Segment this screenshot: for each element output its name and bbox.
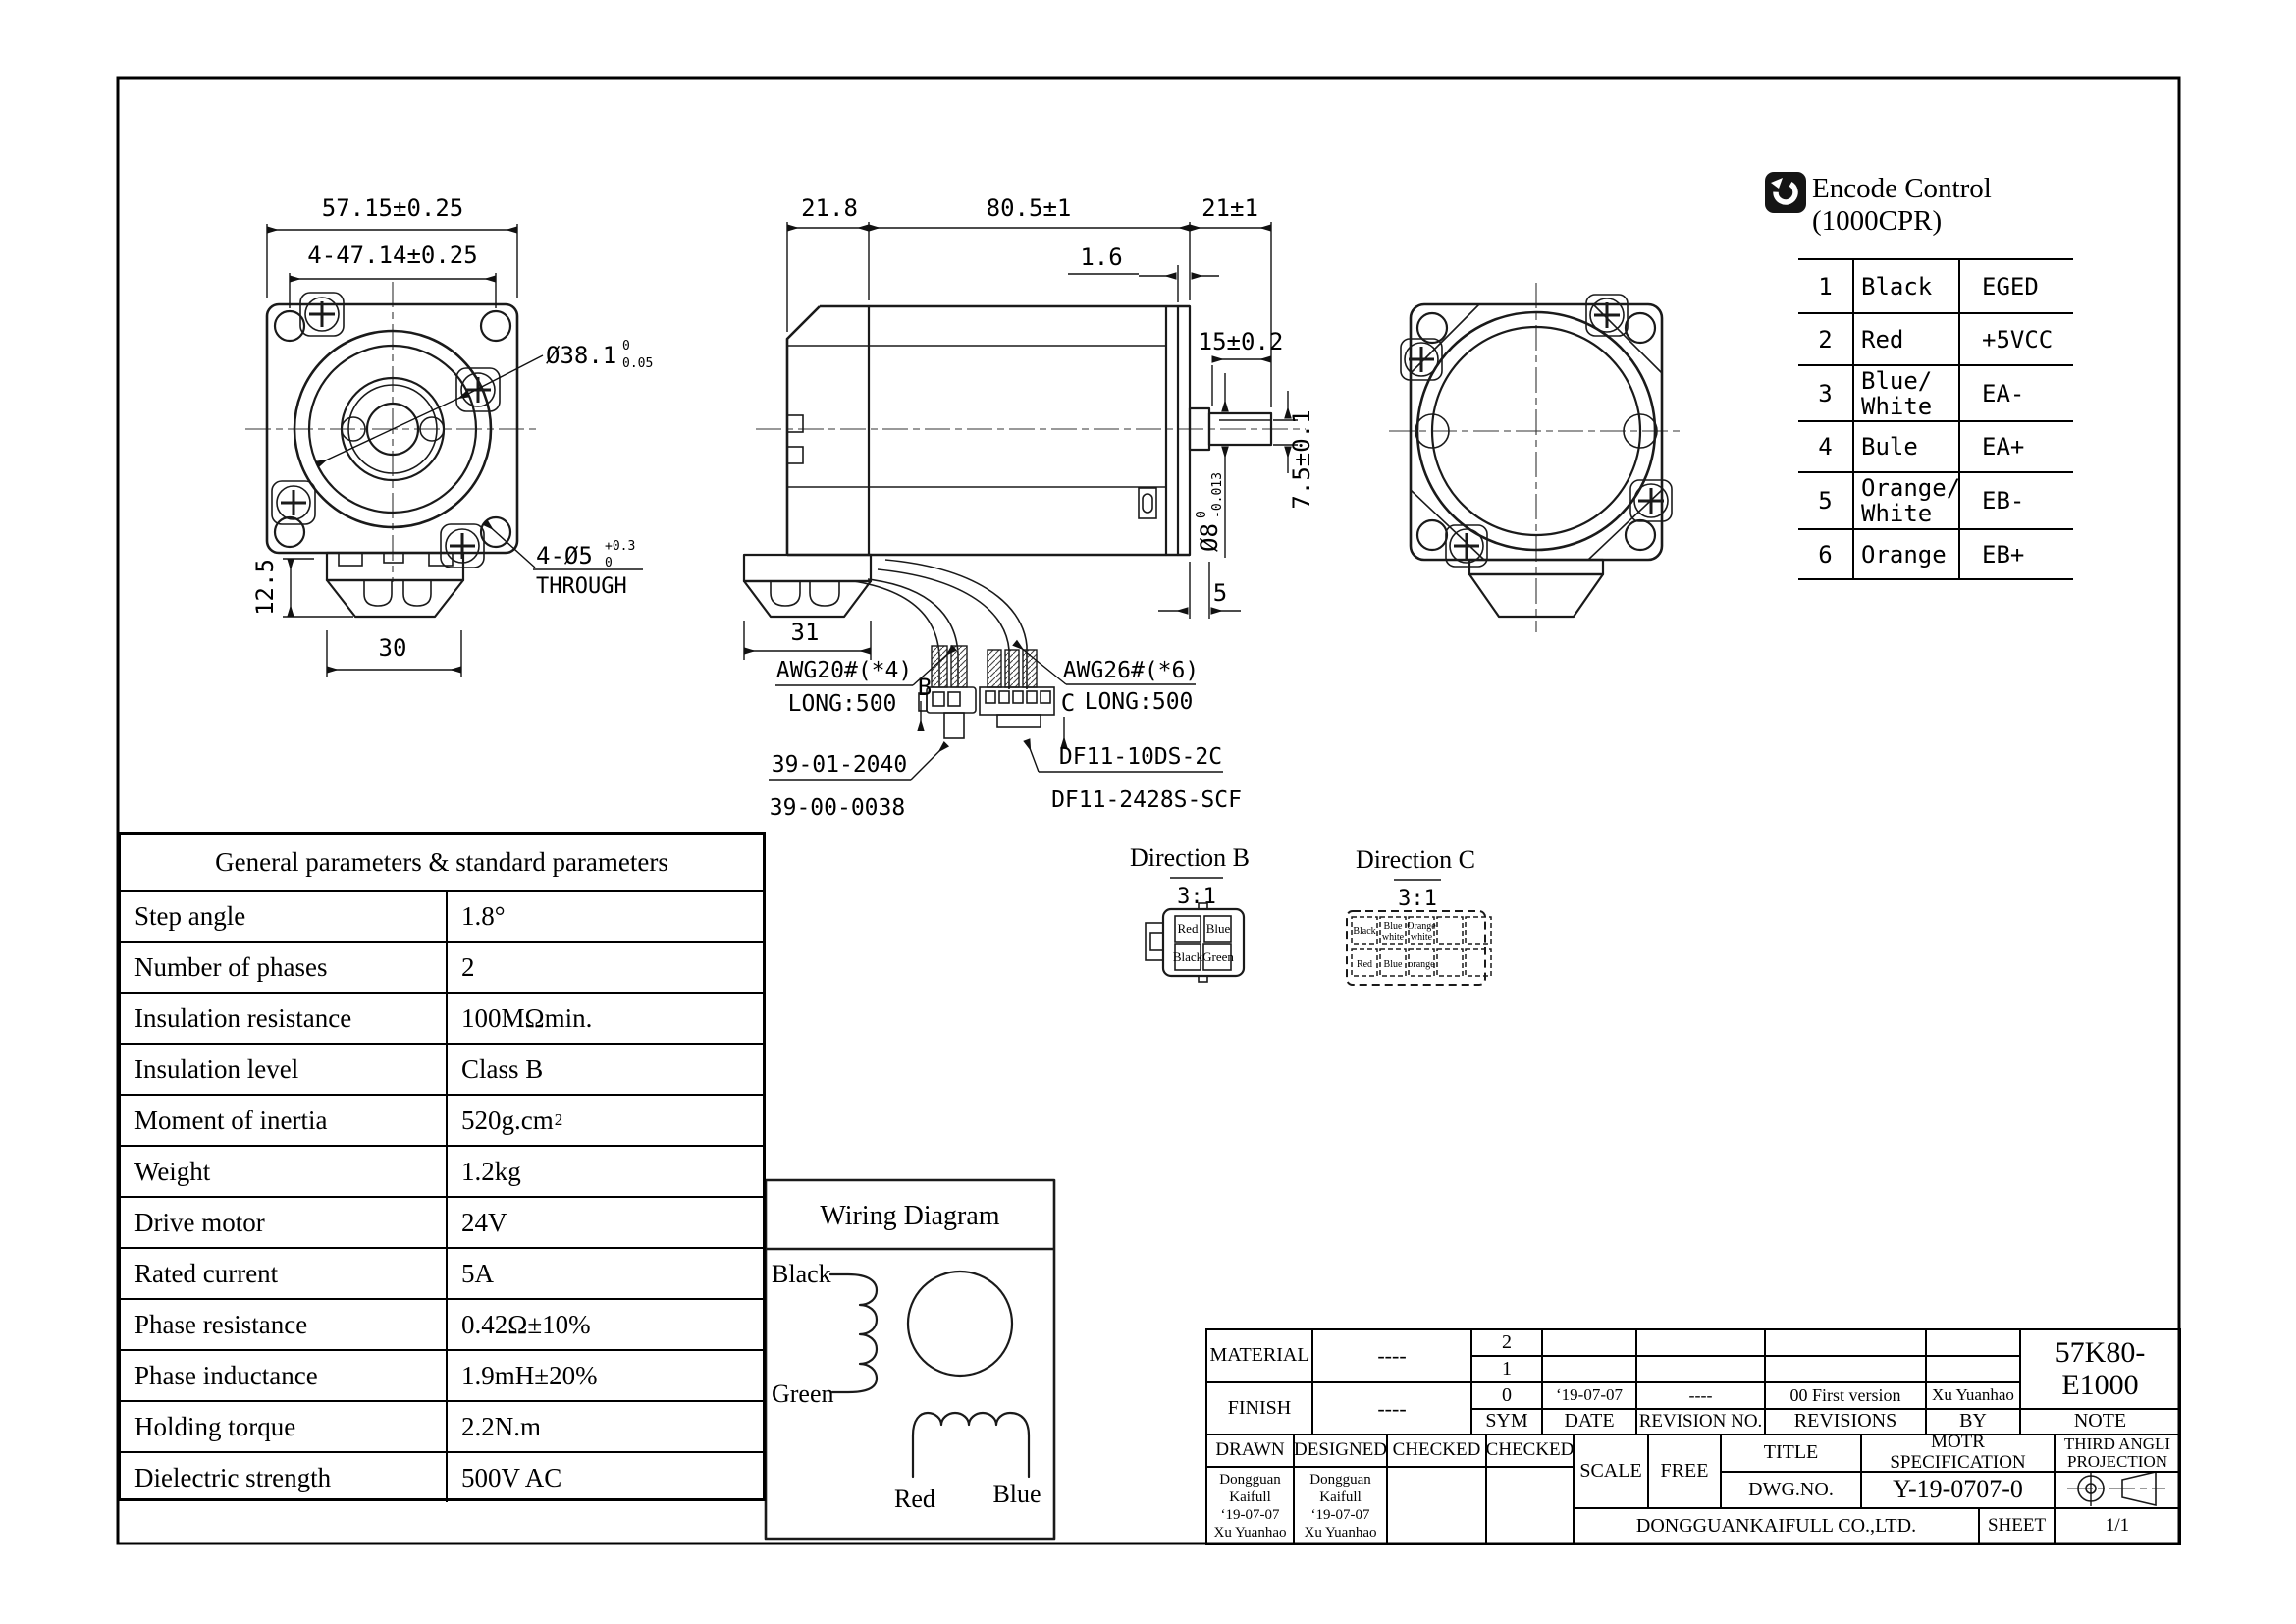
- direction-c-title: Direction C: [1355, 845, 1476, 874]
- param-label: Insulation level: [121, 1045, 448, 1094]
- dim-cap: 21.8: [801, 194, 858, 222]
- dim-front-holes: 4-47.14±0.25: [307, 242, 478, 269]
- revision-no-1: [1635, 1355, 1766, 1383]
- wiring-label-blue: Blue: [992, 1480, 1041, 1508]
- revision-date-1: [1541, 1355, 1637, 1383]
- wire-b-label: AWG20#(*4): [775, 658, 913, 683]
- signal-name: EA+: [1982, 433, 2025, 460]
- designed-info: [1293, 1466, 1388, 1545]
- direction-c-cell: Orange: [1407, 921, 1436, 932]
- revision-desc-0: 00 First version: [1764, 1381, 1927, 1410]
- param-label: Insulation resistance: [121, 994, 448, 1043]
- title-value: MOTR SPECIFICATION: [1860, 1434, 2056, 1473]
- revision-by-1: [1925, 1355, 2021, 1383]
- pin-number: 3: [1818, 379, 1833, 407]
- direction-b-scale: 3:1: [1177, 885, 1216, 909]
- param-value: 2.2N.m: [461, 1411, 541, 1441]
- param-label: Number of phases: [121, 943, 448, 992]
- param-label: Holding torque: [121, 1402, 448, 1451]
- dim-front-width: 57.15±0.25: [321, 194, 464, 222]
- scale-value: FREE: [1647, 1434, 1722, 1509]
- wiring-label-red: Red: [894, 1485, 935, 1513]
- wire-color: Orange/: [1861, 474, 1961, 502]
- screw-icon: [461, 373, 495, 406]
- param-label: Moment of inertia: [121, 1096, 448, 1145]
- table-row: [1798, 471, 2073, 528]
- dim-pilot-tol-top: 0: [622, 339, 630, 353]
- wire-b-length: LONG:500: [787, 691, 897, 717]
- drawn-label: DRAWN: [1205, 1434, 1295, 1468]
- rear-view-drawing: [1389, 283, 1683, 632]
- direction-b-title: Direction B: [1129, 843, 1251, 872]
- param-value: 520g.cm: [461, 1105, 554, 1135]
- revision-by-0: Xu Yuanhao: [1925, 1381, 2021, 1410]
- direction-c-diagram: [1347, 845, 1491, 985]
- drawn-info: [1205, 1466, 1295, 1545]
- param-value: 2: [461, 951, 475, 982]
- revision-desc-2: [1764, 1328, 1927, 1357]
- pin-number: 5: [1818, 487, 1833, 514]
- param-label: Dielectric strength: [121, 1453, 448, 1502]
- signal-name: EB+: [1982, 540, 2025, 568]
- dim-shaft-dia-tol-bottom: -0.013: [1210, 472, 1225, 518]
- dim-pilot-diameter: Ø38.1: [546, 342, 617, 369]
- material-value: ----: [1311, 1328, 1472, 1383]
- finish-value: ----: [1311, 1381, 1472, 1435]
- wire-color: Orange: [1861, 540, 1947, 568]
- direction-b-diagram: [1130, 843, 1250, 982]
- table-row: [1798, 528, 2073, 580]
- revision-sym-1: 1: [1470, 1355, 1543, 1383]
- param-value: 5A: [461, 1258, 494, 1288]
- table-row: [121, 1298, 763, 1349]
- param-value: Class B: [461, 1054, 544, 1084]
- pin-number: 1: [1818, 272, 1833, 300]
- param-label: Phase resistance: [121, 1300, 448, 1349]
- wire-b-direction-label: B: [917, 674, 933, 701]
- title-label: TITLE: [1720, 1434, 1862, 1473]
- table-row: [121, 1247, 763, 1298]
- checked2-info: [1485, 1466, 1575, 1545]
- encoder-title: Encode Control: [1812, 173, 1992, 204]
- table-row: [121, 941, 763, 992]
- dim-connector-height: 12.5: [251, 559, 279, 616]
- direction-b-cell: Blue: [1205, 921, 1231, 936]
- note-header: NOTE: [2019, 1408, 2181, 1435]
- dim-flange: 1.6: [1080, 244, 1123, 271]
- direction-c-scale: 3:1: [1398, 887, 1437, 911]
- wire-color: Bule: [1861, 433, 1918, 460]
- wiring-diagram: [766, 1180, 1054, 1539]
- dim-body: 80.5±1: [986, 194, 1072, 222]
- revision-sym-2: 2: [1470, 1328, 1543, 1357]
- table-row: [121, 1400, 763, 1451]
- dim-shaft-dia-tol-top: 0: [1195, 511, 1209, 518]
- dim-mount-tol-top: +0.3: [605, 539, 636, 554]
- connector-c-part2: DF11-2428S-SCF: [1051, 787, 1242, 813]
- revision-date-2: [1541, 1328, 1637, 1357]
- projection-label-line2: PROJECTION: [2066, 1452, 2167, 1471]
- direction-b-cell: Red: [1177, 921, 1199, 936]
- checked1-label: CHECKED: [1386, 1434, 1487, 1468]
- dwg-no-value: Y-19-0707-0: [1860, 1471, 2056, 1509]
- projection-label: [2054, 1434, 2181, 1473]
- dim-connector-width: 30: [378, 634, 407, 662]
- table-row: [121, 890, 763, 941]
- param-value: 500V AC: [461, 1462, 562, 1492]
- pin-number: 2: [1818, 325, 1833, 353]
- wire-color: Black: [1861, 272, 1933, 300]
- part-number: 57K80-E1000: [2019, 1328, 2181, 1410]
- param-label: Phase inductance: [121, 1351, 448, 1400]
- wiring-label-black: Black: [772, 1260, 831, 1288]
- encoder-subtitle: (1000CPR): [1812, 205, 1943, 237]
- param-value: 24V: [461, 1207, 507, 1237]
- direction-c-cell: Blue: [1383, 921, 1403, 932]
- drawn-info-line: Dongguan: [1219, 1471, 1281, 1488]
- pin-number: 6: [1818, 540, 1833, 568]
- connector-b-part1: 39-01-2040: [771, 752, 908, 778]
- wiring-label-green: Green: [772, 1380, 834, 1408]
- company-name: DONGGUANKAIFULL CO.,LTD.: [1573, 1507, 1980, 1545]
- dim-mount-holes: 4-Ø5: [536, 542, 593, 569]
- designed-info-line: ‘19-07-07: [1310, 1506, 1370, 1523]
- revision-desc-1: [1764, 1355, 1927, 1383]
- drawn-info-line: Kaifull: [1229, 1489, 1271, 1505]
- table-row: [121, 1196, 763, 1247]
- dwg-no-label: DWG.NO.: [1720, 1471, 1862, 1509]
- direction-b-cell: Black: [1172, 949, 1203, 964]
- material-label: MATERIAL: [1205, 1328, 1313, 1383]
- param-value: 0.42Ω±10%: [461, 1309, 591, 1339]
- designed-label: DESIGNED: [1293, 1434, 1388, 1468]
- dim-flat: 7.5±0.1: [1288, 409, 1315, 510]
- sym-header: SYM: [1470, 1408, 1543, 1435]
- param-value: 100MΩmin.: [461, 1002, 593, 1033]
- param-value-exponent: 2: [554, 1110, 563, 1129]
- by-header: BY: [1925, 1408, 2021, 1435]
- wire-color: Blue/: [1861, 366, 1933, 395]
- direction-c-cell: Blue: [1383, 959, 1403, 970]
- scale-label: SCALE: [1573, 1434, 1649, 1509]
- general-parameters-table: [118, 832, 766, 1501]
- sheet-value: 1/1: [2054, 1507, 2181, 1545]
- projection-symbol-cell: [2054, 1471, 2181, 1509]
- designed-info-line: Kaifull: [1319, 1489, 1362, 1505]
- screw-icon: [277, 486, 310, 519]
- signal-name: EA-: [1982, 379, 2025, 407]
- signal-name: EB-: [1982, 487, 2025, 514]
- sheet-label: SHEET: [1978, 1507, 2056, 1545]
- screw-icon: [1634, 484, 1668, 517]
- table-row: [1798, 364, 2073, 420]
- table-row: [121, 1451, 763, 1502]
- revision-sym-0: 0: [1470, 1381, 1543, 1410]
- direction-c-cell: Red: [1356, 959, 1373, 970]
- drawn-info-line: ‘19-07-07: [1220, 1506, 1280, 1523]
- wiring-diagram-title: Wiring Diagram: [820, 1201, 1000, 1231]
- designed-info-line: Dongguan: [1309, 1471, 1371, 1488]
- direction-c-cell: white: [1410, 932, 1433, 943]
- table-row: [121, 1094, 763, 1145]
- wire-c-length: LONG:500: [1084, 689, 1194, 715]
- dim-shaft-dia: Ø8: [1196, 523, 1223, 552]
- direction-c-cell: white: [1381, 932, 1405, 943]
- designed-info-line: Xu Yuanhao: [1304, 1524, 1377, 1541]
- screw-icon: [305, 298, 339, 331]
- checked2-label: CHECKED: [1485, 1434, 1575, 1468]
- param-value: 1.2kg: [461, 1156, 521, 1186]
- direction-b-cell: Green: [1202, 949, 1234, 964]
- encoder-rotation-icon: [1765, 172, 1806, 213]
- dim-pilot-tol-bottom: 0.05: [622, 356, 654, 371]
- param-label: Rated current: [121, 1249, 448, 1298]
- screw-icon: [1405, 343, 1438, 376]
- pin-number: 4: [1818, 433, 1833, 460]
- finish-label: FINISH: [1205, 1381, 1313, 1435]
- front-view-dimensions: [251, 194, 653, 677]
- drawn-info-line: Xu Yuanhao: [1213, 1524, 1287, 1541]
- param-label: Drive motor: [121, 1198, 448, 1247]
- parameters-table-title: General parameters & standard parameters: [215, 846, 668, 877]
- param-label: Step angle: [121, 892, 448, 941]
- wire-color-line2: White: [1861, 392, 1933, 420]
- revision-no-0: ----: [1635, 1381, 1766, 1410]
- dim-housing: 31: [790, 619, 820, 646]
- wire-color-line2: White: [1861, 500, 1933, 527]
- param-label: Weight: [121, 1147, 448, 1196]
- direction-c-cell: orange: [1408, 959, 1435, 970]
- revision-no-2: [1635, 1328, 1766, 1357]
- projection-label-line1: THIRD ANGLI: [2063, 1434, 2171, 1453]
- screw-icon: [1590, 298, 1624, 332]
- signal-name: +5VCC: [1982, 325, 2054, 353]
- revision-no-header: REVISION NO.: [1635, 1408, 1766, 1435]
- revision-date-0: ‘19-07-07: [1541, 1381, 1637, 1410]
- table-row: [121, 1145, 763, 1196]
- wire-c-label: AWG26#(*6): [1062, 658, 1200, 683]
- dim-mount-note: THROUGH: [536, 574, 627, 599]
- encoder-pinout-table: [1798, 258, 2073, 580]
- table-row: [121, 1349, 763, 1400]
- wire-color: Red: [1861, 325, 1904, 353]
- connector-c-part1: DF11-10DS-2C: [1058, 744, 1223, 770]
- table-row: [121, 992, 763, 1043]
- param-value: 1.9mH±20%: [461, 1360, 598, 1390]
- date-header: DATE: [1541, 1408, 1637, 1435]
- dim-mount-tol-bottom: 0: [605, 556, 613, 570]
- direction-c-cell: Black: [1353, 926, 1376, 937]
- table-row: [1798, 420, 2073, 471]
- encoder-heading: [1812, 173, 1992, 238]
- wire-c-direction-label: C: [1060, 689, 1076, 717]
- revisions-header: REVISIONS: [1764, 1408, 1927, 1435]
- table-row: [1798, 258, 2073, 312]
- front-view-drawing: [245, 282, 540, 617]
- checked1-info: [1386, 1466, 1487, 1545]
- revision-by-2: [1925, 1328, 2021, 1357]
- table-row: [1798, 312, 2073, 364]
- signal-name: EGED: [1982, 272, 2039, 300]
- screw-icon: [1450, 529, 1483, 563]
- table-row: [121, 1043, 763, 1094]
- connector-b-part2: 39-00-0038: [769, 795, 906, 821]
- dim-boss: 5: [1212, 579, 1228, 607]
- param-value: 1.8°: [461, 900, 506, 931]
- dim-shaft-usable: 15±0.2: [1198, 328, 1284, 355]
- dim-shaft-len: 21±1: [1201, 194, 1258, 222]
